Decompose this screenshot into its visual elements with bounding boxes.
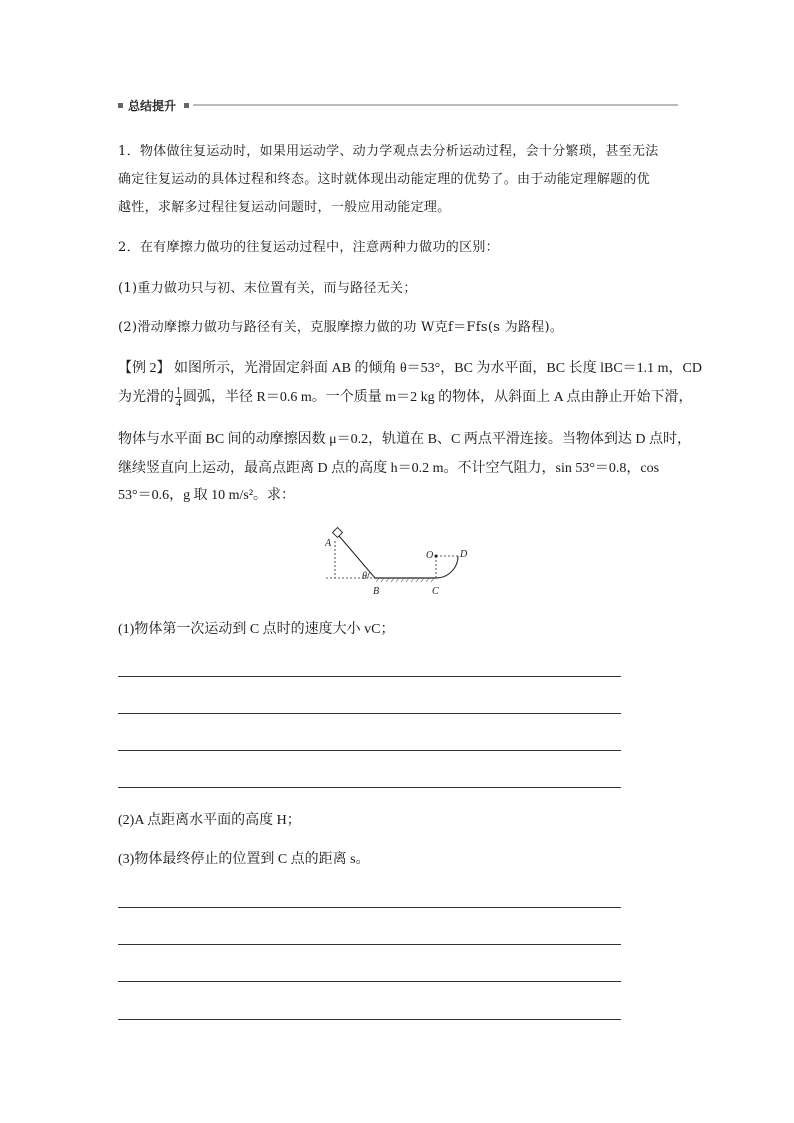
block-icon: [333, 528, 343, 538]
incline-line: [334, 530, 375, 578]
answer-line: [118, 981, 621, 982]
summary-p1-line2: 确定往复运动的具体过程和终态。这时就体现出动能定理的优势了。由于动能定理解题的优: [118, 172, 651, 187]
answer-line: [118, 907, 621, 908]
answer-line: [118, 1019, 621, 1020]
example-line2: [118, 384, 692, 412]
example-line2-pre: 为光滑的: [118, 390, 174, 405]
label-d: D: [460, 549, 468, 560]
quarter-fraction: $\frac{1}{4}$: [176, 386, 181, 410]
square-bullet-icon: [184, 103, 189, 108]
incline-track-diagram: [320, 524, 480, 598]
label-a: A: [325, 538, 332, 549]
question-3: (3)物体最终停止的位置到 C 点的距离 s。: [118, 852, 370, 867]
summary-p1-line3: 越性，求解多过程往复运动问题时，一般应用动能定理。: [118, 200, 451, 215]
answer-line: [118, 713, 621, 714]
label-b: B: [373, 586, 380, 597]
answer-line: [118, 787, 621, 788]
label-theta: θ: [362, 571, 367, 582]
summary-p4: (2)滑动摩擦力做功与路径有关，克服摩擦力做的功 W克f＝Ffs(s 为路程)。: [118, 320, 564, 335]
example-line1: 【例 2】 如图所示，光滑固定斜面 AB 的倾角 θ＝53°，BC 为水平面，BC 长度 lBC＝1.1 m，CD: [118, 361, 703, 376]
answer-line: [118, 944, 621, 945]
example-line3: 物体与水平面 BC 间的动摩擦因数 μ＝0.2，轨道在 B、C 两点平滑连接。当物体到达 D 点时，: [118, 432, 691, 447]
answer-line: [118, 676, 621, 677]
example-line2-post: 圆弧，半径 R＝0.6 m。一个质量 m＝2 kg 的物体，从斜面上 A 点由静止开始下滑，: [183, 390, 693, 405]
summary-p1-line1: 1．物体做往复运动时，如果用运动学、动力学观点去分析运动过程，会十分繁琐，甚至无法: [118, 144, 659, 159]
question-1: (1)物体第一次运动到 C 点时的速度大小 vC；: [118, 622, 395, 637]
answer-line: [118, 750, 621, 751]
label-c: C: [432, 586, 439, 597]
question-2: (2)A 点距离水平面的高度 H；: [118, 813, 301, 828]
summary-p2: 2．在有摩擦力做功的往复运动过程中，注意两种力做功的区别：: [118, 240, 499, 255]
label-o: O: [426, 550, 434, 561]
example-line4: 继续竖直向上运动，最高点距离 D 点的高度 h＝0.2 m。不计空气阻力，sin 53°＝0.8，cos: [118, 461, 660, 476]
center-point: [435, 555, 438, 558]
quarter-arc: [436, 556, 458, 578]
section-title: 总结提升: [128, 99, 177, 113]
section-header: [118, 98, 678, 114]
example-line5: 53°＝0.6，g 取 10 m/s²。求：: [118, 488, 296, 503]
square-bullet-icon: [118, 103, 123, 108]
summary-p3: (1)重力做功只与初、末位置有关，而与路径无关；: [118, 281, 417, 296]
section-rule: [193, 104, 678, 106]
